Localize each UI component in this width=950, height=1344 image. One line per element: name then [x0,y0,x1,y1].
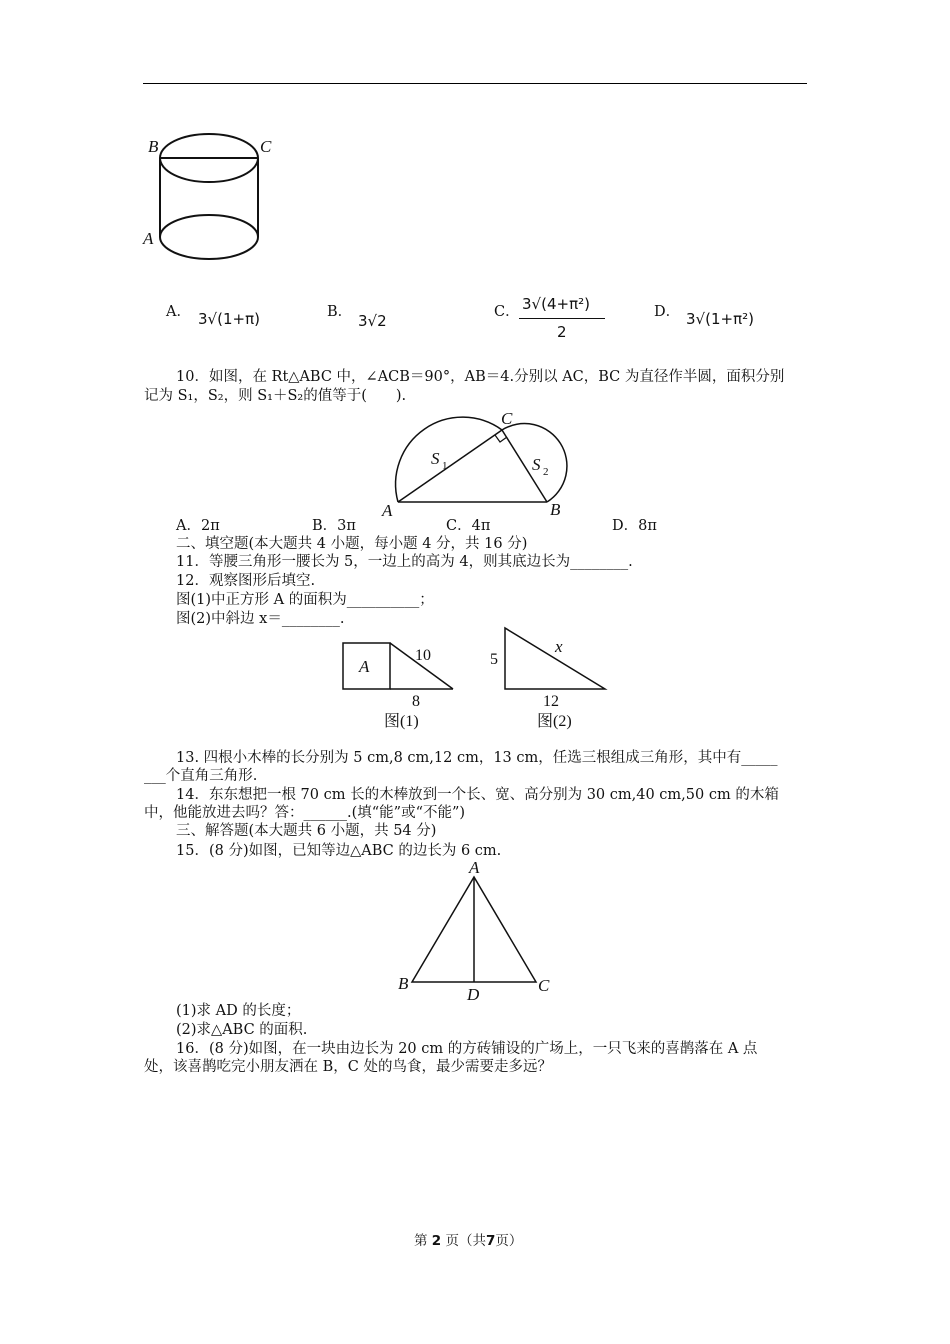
page-footer [414,1232,522,1250]
q10-option-a: A．2π [176,518,220,534]
q13-line1: 13. 四根小木棒的长分别为 5 cm,8 cm,12 cm，13 cm，任选三根组成三角形，其中有_____ [176,750,778,766]
q15-triangle-figure [395,857,565,1007]
footer-post: 页） [495,1233,523,1249]
cylinder-figure [140,125,280,265]
footer-page-number: 2 [431,1233,442,1249]
q15-label-a: A [469,858,480,877]
footer-total-pages: 7 [486,1233,496,1249]
q10-label-s2-sub: 2 [543,466,549,478]
q9-option-c-fraction-bar [519,318,605,319]
q12-fig1-base-label: 8 [412,693,420,710]
q10-label-s1-sub: 1 [442,460,448,472]
q9-option-d-value: 3√(1+π²) [686,310,754,328]
q10-label-c: C [501,409,513,428]
q10-label-s1: S [431,449,440,468]
section-3-heading: 三、解答题(本大题共 6 小题，共 54 分) [176,823,437,839]
q15-label-c: C [538,976,550,995]
q12-figure-2 [485,622,615,734]
q13-line2: ___个直角三角形. [144,768,258,784]
cylinder-label-a: A [143,229,154,248]
footer-mid: 页（共 [445,1233,486,1249]
q16-line1: 16．(8 分)如图，在一块由边长为 20 cm 的方砖铺设的广场上，一只飞来的喜鹊落在 A 点 [176,1041,758,1057]
q12-line2: 图(2)中斜边 x＝________. [176,611,345,627]
q9-option-b-value: 3√2 [358,312,387,330]
q15-label-d: D [467,985,480,1004]
cylinder-label-c: C [260,137,272,156]
q9-option-c-letter: C． [494,304,520,320]
q10-option-b: B．3π [312,518,356,534]
cylinder-label-b: B [148,137,159,156]
q11-text: 11．等腰三角形一腰长为 5，一边上的高为 4，则其底边长为________. [176,554,633,570]
q12-fig1-square-label: A [359,657,370,676]
q15-part1: (1)求 AD 的长度； [176,1003,301,1019]
q10-option-d: D．8π [612,518,657,534]
section-2-heading: 二、填空题(本大题共 4 小题，每小题 4 分，共 16 分) [176,536,528,552]
q10-label-b: B [550,500,561,519]
q12-fig2-hyp-label: x [555,637,563,656]
q10-semicircle-figure [380,400,580,522]
q10-option-c: C．4π [446,518,491,534]
q12-fig1-caption: 图(1) [384,713,419,730]
q12-fig2-caption: 图(2) [537,713,572,730]
q12-line1: 图(1)中正方形 A 的面积为__________； [176,592,434,608]
q12-fig2-leg-label: 5 [490,651,498,668]
q14-line2: 中，他能放进去吗？答：______.(填“能”或“不能”) [144,805,466,821]
q10-line2: 记为 S₁，S₂，则 S₁＋S₂的值等于( ). [144,388,407,404]
q10-label-s2: S [532,455,541,474]
q16-line2: 处，该喜鹊吃完小朋友洒在 B，C 处的鸟食，最少需要走多远？ [144,1059,552,1075]
q12-fig2-base-label: 12 [543,693,559,710]
q12-fig1-hyp-label: 10 [415,647,431,664]
q9-option-b-letter: B． [327,304,353,320]
q9-option-d-letter: D． [654,304,681,320]
q10-label-a: A [382,501,393,520]
q9-option-a-value: 3√(1+π) [198,310,260,328]
q10-line1: 10．如图，在 Rt△ABC 中，∠ACB＝90°，AB＝4.分别以 AC，BC 为直径作半圆，面积分别 [176,369,785,385]
q15-part2: (2)求△ABC 的面积. [176,1022,308,1038]
q9-option-c-denominator: 2 [557,323,567,341]
q14-line1: 14．东东想把一根 70 cm 长的木棒放到一个长、宽、高分别为 30 cm,40 cm,50 cm 的木箱 [176,787,779,803]
header-rule [143,83,807,84]
q12-intro: 12．观察图形后填空. [176,573,316,589]
q9-option-a-letter: A． [166,304,191,320]
q9-option-c-numerator: 3√(4+π²) [522,295,590,313]
q15-stem: 15．(8 分)如图，已知等边△ABC 的边长为 6 cm. [176,843,502,859]
footer-pre: 第 [414,1233,428,1249]
q12-figure-1 [335,636,465,734]
q15-label-b: B [398,974,409,993]
